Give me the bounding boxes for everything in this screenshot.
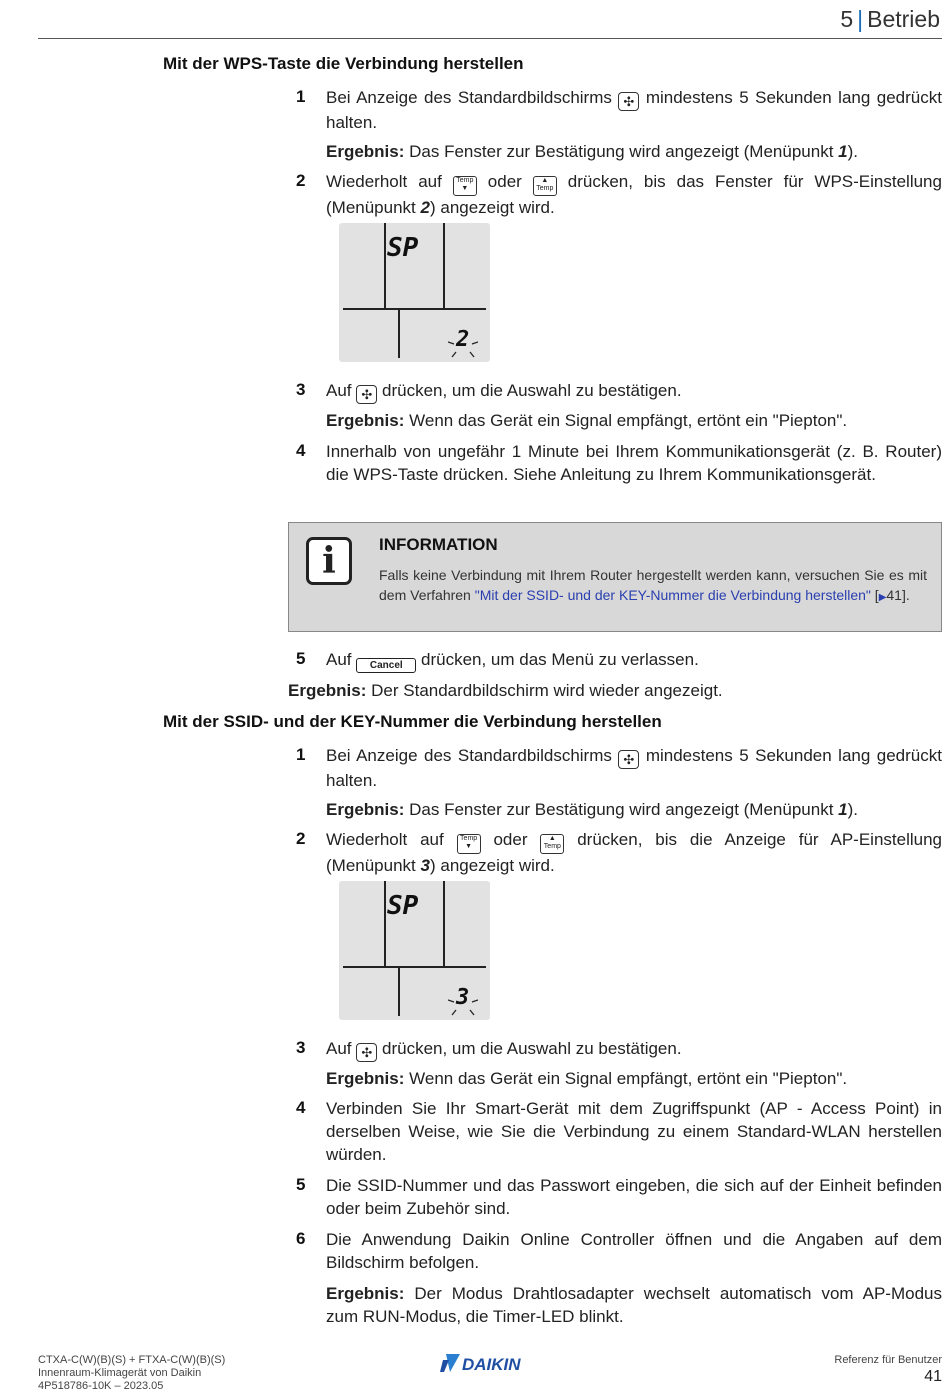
step-text: Wiederholt auf Temp ▼ oder ▲ Temp drücken, bis die Anzeige für AP-Einstellung (Menüpunkt 3) angezeigt wird. [326, 830, 942, 875]
info-link[interactable]: "Mit der SSID- und der KEY-Nummer die Verbindung herstellen" [474, 587, 871, 603]
cancel-button-icon: Cancel [356, 658, 416, 673]
page-ref-link[interactable]: 41 [886, 587, 902, 603]
step-text: Bei Anzeige des Standardbildschirms ✣ mindestens 5 Sekunden lang gedrückt halten. [326, 746, 942, 790]
step-number: 2 [296, 829, 306, 848]
temp-down-button-icon: Temp ▼ [453, 176, 477, 196]
lcd-segment-line [384, 881, 386, 966]
brand-name: DAIKIN [462, 1355, 521, 1373]
step-text: Auf ✣ drücken, um die Auswahl zu bestätigen. [326, 1039, 682, 1060]
step-text: Die SSID-Nummer und das Passwort eingeben, die sich auf der Einheit befinden oder beim Zubehör sind. [326, 1176, 942, 1218]
step-number: 4 [296, 1098, 306, 1117]
step-text: Wiederholt auf Temp ▼ oder ▲ Temp drücken, bis das Fenster für WPS-Einstellung (Menüpunkt 2) angezeigt wird. [326, 172, 942, 217]
page-number: 41 [924, 1368, 942, 1385]
step-text: Verbinden Sie Ihr Smart-Gerät mit dem Zugriffspunkt (AP - Access Point) in derselben Weise, wie Sie die Verbindung zu einem Standard-WLAN herstellen würden. [326, 1099, 942, 1164]
page-header [840, 6, 940, 33]
lcd-mode-text: SP [387, 891, 419, 921]
fan-button-icon: ✣ [356, 385, 377, 404]
step-text: Auf Cancel drücken, um das Menü zu verlassen. [326, 650, 699, 671]
step-text: Bei Anzeige des Standardbildschirms ✣ mindestens 5 Sekunden lang gedrückt halten. [326, 88, 942, 132]
section-heading-wps: Mit der WPS-Taste die Verbindung herstellen [163, 54, 524, 73]
chapter-title: Betrieb [867, 6, 940, 32]
lcd-mode-text: SP [387, 233, 419, 263]
step-number: 5 [296, 1175, 306, 1194]
lcd-segment-line [398, 968, 400, 1016]
lcd-segment-line [343, 308, 486, 310]
step-number: 5 [296, 649, 306, 668]
lcd-segment-line [343, 966, 486, 968]
footer-line: 4P518786-10K – 2023.05 [38, 1380, 164, 1392]
page-ref-arrow-icon: ▶ [878, 592, 887, 603]
footer-doc-label: Referenz für Benutzer [834, 1354, 942, 1366]
temp-up-button-icon: ▲ Temp [540, 834, 564, 854]
step-number: 1 [296, 745, 306, 764]
step-text: Die Anwendung Daikin Online Controller öffnen und die Angaben auf dem Bildschirm befolgen. [326, 1230, 942, 1272]
information-box [288, 522, 942, 632]
lcd-menu-digit: 3 [456, 985, 470, 1010]
chapter-number: 5 [840, 6, 854, 32]
step-result: Ergebnis: Wenn das Gerät ein Signal empfängt, ertönt ein "Piepton". [326, 1069, 848, 1088]
lcd-segment-line [384, 223, 386, 308]
lcd-display-wps [339, 223, 490, 362]
footer-line: Innenraum-Klimagerät von Daikin [38, 1367, 202, 1379]
daikin-logo [440, 1353, 540, 1373]
info-icon: i [306, 537, 352, 585]
info-title: INFORMATION [379, 535, 498, 554]
info-text: Falls keine Verbindung mit Ihrem Router hergestellt werden kann, versuchen Sie es mit dem Verfahren "Mit der SSID- und der KEY-Nummer die Verbindung herstellen" [▶41]. [379, 567, 927, 603]
lcd-display-ssid [339, 881, 490, 1020]
step-number: 1 [296, 87, 306, 106]
lcd-segment-line [443, 223, 445, 308]
fan-button-icon: ✣ [356, 1043, 377, 1062]
temp-up-button-icon: ▲ Temp [533, 176, 557, 196]
footer-line: CTXA-C(W)(B)(S) + FTXA-C(W)(B)(S) [38, 1354, 226, 1366]
step-number: 3 [296, 380, 306, 399]
footer-right [834, 1354, 942, 1386]
footer-product-info [38, 1354, 225, 1393]
header-separator: | [857, 6, 864, 32]
lcd-menu-digit: 2 [456, 327, 470, 352]
lcd-segment-line [443, 881, 445, 966]
step-result: Ergebnis: Der Modus Drahtlosadapter wechselt automatisch vom AP-Modus zum RUN-Modus, die Timer-LED blinkt. [326, 1284, 942, 1326]
step-number: 2 [296, 171, 306, 190]
lcd-segment-line [398, 310, 400, 358]
fan-button-icon: ✣ [618, 750, 639, 769]
step-result: Ergebnis: Wenn das Gerät ein Signal empfängt, ertönt ein "Piepton". [326, 411, 848, 430]
section-heading-ssid: Mit der SSID- und der KEY-Nummer die Verbindung herstellen [163, 712, 662, 731]
step-number: 4 [296, 441, 306, 460]
step-result: Ergebnis: Das Fenster zur Bestätigung wird angezeigt (Menüpunkt 1). [326, 800, 859, 819]
header-rule [38, 38, 942, 39]
step-number: 3 [296, 1038, 306, 1057]
step-result: Ergebnis: Das Fenster zur Bestätigung wird angezeigt (Menüpunkt 1). [326, 142, 859, 161]
fan-button-icon: ✣ [618, 92, 639, 111]
step-number: 6 [296, 1229, 306, 1248]
final-result: Ergebnis: Der Standardbildschirm wird wieder angezeigt. [288, 681, 723, 700]
step-text: Auf ✣ drücken, um die Auswahl zu bestätigen. [326, 381, 682, 402]
temp-down-button-icon: Temp ▼ [457, 834, 481, 854]
step-text: Innerhalb von ungefähr 1 Minute bei Ihrem Kommunikationsgerät (z. B. Router) die WPS-Taste drücken. Siehe Anleitung zu Ihrem Kommunikationsgerät. [326, 442, 942, 484]
